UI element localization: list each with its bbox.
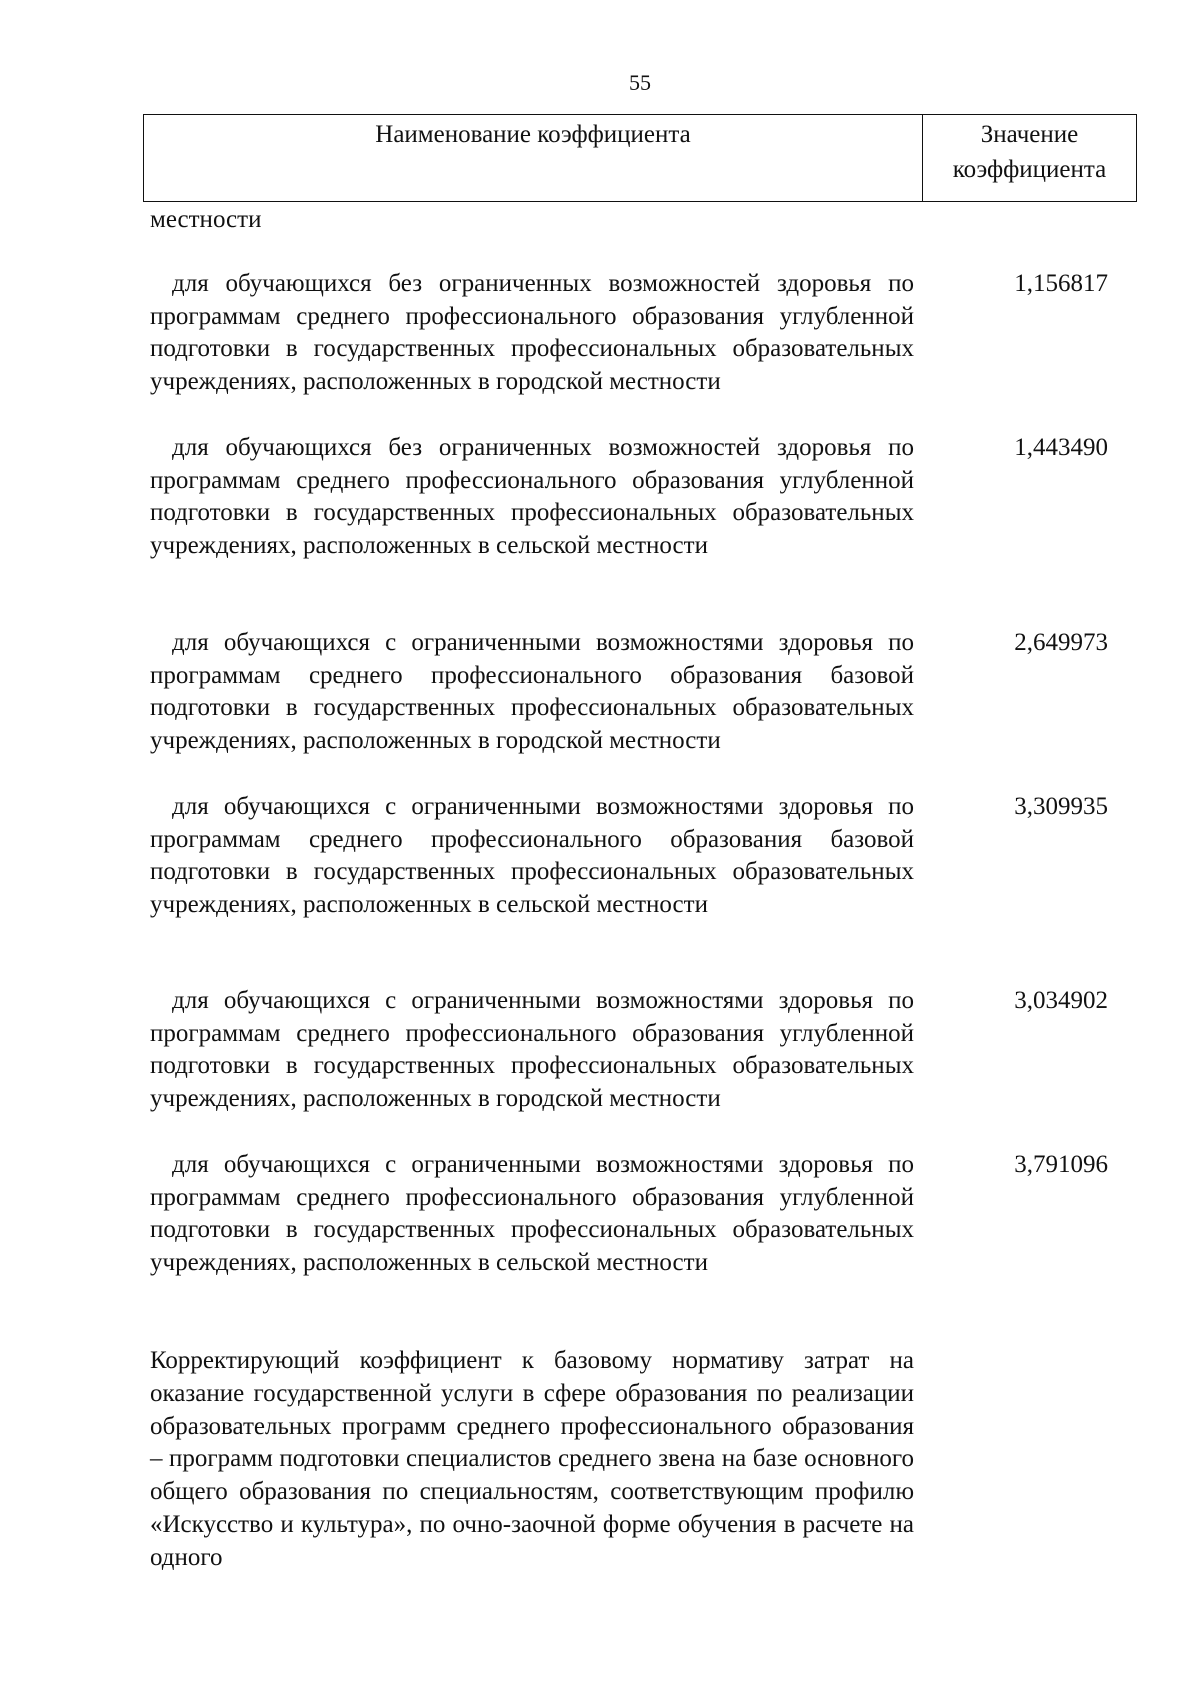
coefficient-name: для обучающихся без ограниченных возможностей здоровья по программам среднего профессионального образования углубленной подготовки в государственных профессиональных образовательных учреждениях, расположенных в городской местности [150,270,914,395]
table-header [143,114,1137,202]
table-row [150,432,1150,562]
coefficient-value: 1,156817 [1014,270,1108,297]
coefficient-value: 3,034902 [1014,987,1108,1014]
coefficient-name: для обучающихся без ограниченных возможностей здоровья по программам среднего профессионального образования углубленной подготовки в государственных профессиональных образовательных учреждениях, расположенных в сельской местности [150,434,914,559]
coefficient-value: 3,791096 [1014,1151,1108,1178]
carryover-row [150,204,1150,237]
table-row [150,791,1150,921]
page-number: 55 [629,70,651,95]
coefficient-name: для обучающихся с ограниченными возможностями здоровья по программам среднего профессионального образования углубленной подготовки в государственных профессиональных образовательных учреждениях, расположенных в городской местности [150,987,914,1112]
coefficient-value: 3,309935 [1014,793,1108,820]
table-row [150,1149,1150,1279]
section-paragraph: Корректирующий коэффициент к базовому нормативу затрат на оказание государственной услуги в сфере образования по реализации образовательных программ среднего профессионального образования – программ подготовки специалистов среднего звена на базе основного общего образования по специальностям, соответствующим профилю «Искусство и культура», по очно-заочной форме обучения в расчете на одного [150,1347,914,1571]
coefficient-name: для обучающихся с ограниченными возможностями здоровья по программам среднего профессионального образования углубленной подготовки в государственных профессиональных образовательных учреждениях, расположенных в сельской местности [150,1151,914,1276]
coefficient-name: для обучающихся с ограниченными возможностями здоровья по программам среднего профессионального образования базовой подготовки в государственных профессиональных образовательных учреждениях, расположенных в городской местности [150,629,914,754]
table-row [150,627,1150,757]
coefficient-value: 1,443490 [1014,434,1108,461]
coefficient-value: 2,649973 [1014,629,1108,656]
carryover-text: местности [150,206,262,233]
column-header-value: Значение коэффициента [952,121,1107,183]
column-header-name: Наименование коэффициента [144,115,923,201]
coefficient-name: для обучающихся с ограниченными возможностями здоровья по программам среднего профессионального образования базовой подготовки в государственных профессиональных образовательных учреждениях, расположенных в сельской местности [150,793,914,918]
table-row [150,268,1150,398]
table-row [150,985,1150,1115]
